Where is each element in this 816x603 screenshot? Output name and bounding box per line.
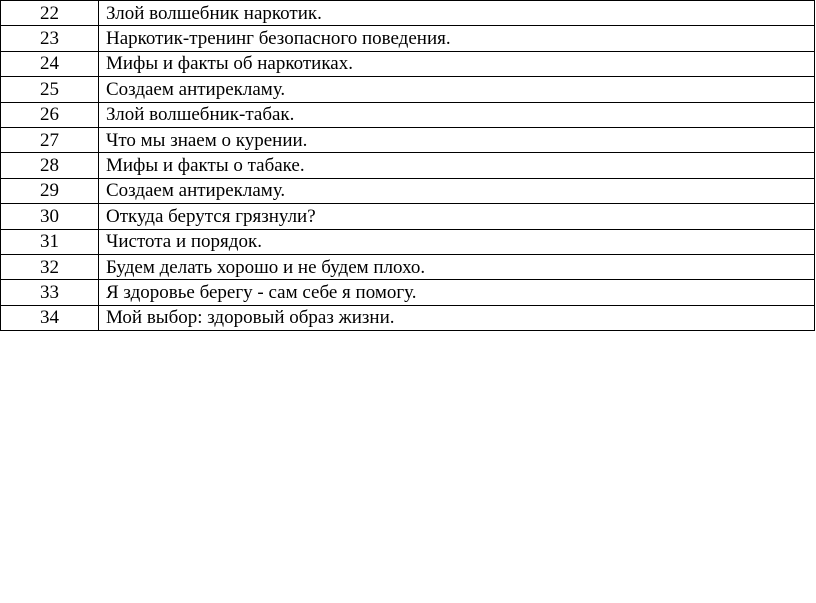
row-number: 32 <box>1 254 99 279</box>
row-topic: Злой волшебник-табак. <box>99 102 815 127</box>
row-number: 28 <box>1 153 99 178</box>
row-topic: Мифы и факты о табаке. <box>99 153 815 178</box>
table-row <box>1 178 815 203</box>
row-topic: Откуда берутся грязнули? <box>99 204 815 229</box>
row-topic: Чистота и порядок. <box>99 229 815 254</box>
table-row <box>1 26 815 51</box>
row-topic: Мой выбор: здоровый образ жизни. <box>99 305 815 330</box>
row-topic: Мифы и факты об наркотиках. <box>99 51 815 76</box>
row-topic: Злой волшебник наркотик. <box>99 1 815 26</box>
row-number: 22 <box>1 1 99 26</box>
row-number: 24 <box>1 51 99 76</box>
row-number: 31 <box>1 229 99 254</box>
row-number: 23 <box>1 26 99 51</box>
row-number: 33 <box>1 280 99 305</box>
row-number: 26 <box>1 102 99 127</box>
row-topic: Я здоровье берегу - сам себе я помогу. <box>99 280 815 305</box>
row-number: 27 <box>1 127 99 152</box>
table-row <box>1 102 815 127</box>
table-row <box>1 127 815 152</box>
table-row <box>1 254 815 279</box>
table-row <box>1 305 815 330</box>
row-number: 34 <box>1 305 99 330</box>
row-topic: Будем делать хорошо и не будем плохо. <box>99 254 815 279</box>
row-number: 30 <box>1 204 99 229</box>
table-row <box>1 204 815 229</box>
table-row <box>1 280 815 305</box>
row-topic: Что мы знаем о курении. <box>99 127 815 152</box>
row-number: 29 <box>1 178 99 203</box>
table-row <box>1 153 815 178</box>
table-row <box>1 229 815 254</box>
table-row <box>1 51 815 76</box>
table-row <box>1 1 815 26</box>
row-topic: Наркотик-тренинг безопасного поведения. <box>99 26 815 51</box>
table-row <box>1 77 815 102</box>
row-topic: Создаем антирекламу. <box>99 178 815 203</box>
row-number: 25 <box>1 77 99 102</box>
row-topic: Создаем антирекламу. <box>99 77 815 102</box>
